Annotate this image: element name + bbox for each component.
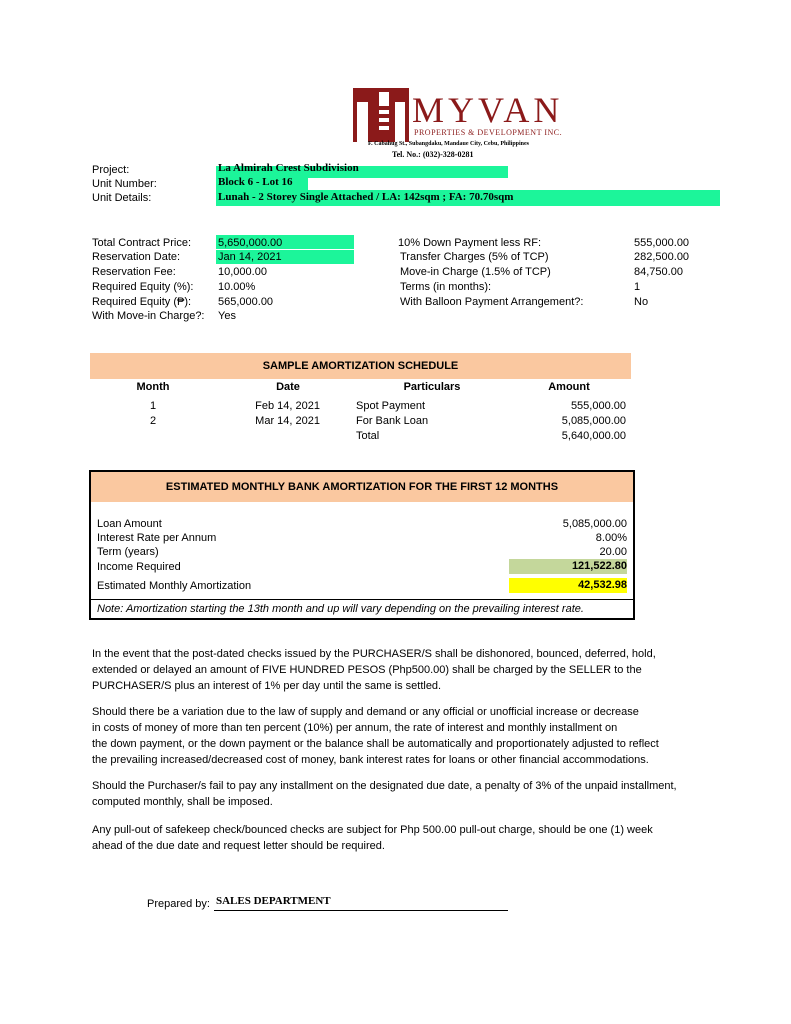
fin-value: Jan 14, 2021	[218, 251, 282, 263]
income-required-value: 121,522.80	[509, 559, 627, 574]
bank-value: 20.00	[599, 546, 627, 558]
fin-value: 282,500.00	[634, 251, 690, 263]
bank-amortization-box	[89, 470, 635, 620]
project-label: Project:	[92, 164, 130, 176]
paragraph-line: in costs of money of more than ten percent (10%) per annum, the rate of interest and monthly installment on	[92, 722, 618, 734]
bank-title: ESTIMATED MONTHLY BANK AMORTIZATION FOR THE FIRST 12 MONTHS	[91, 472, 633, 502]
fin-label: Required Equity (₱):	[92, 296, 192, 308]
row-month: 2	[149, 415, 157, 427]
fin-value: No	[634, 296, 649, 308]
paragraph-cost-variation	[92, 704, 732, 768]
row-particulars: For Bank Loan	[356, 415, 429, 427]
unit-details-value: Lunah - 2 Storey Single Attached / LA: 142sqm ; FA: 70.70sqm	[218, 191, 514, 203]
company-name: MYVAN	[412, 90, 564, 130]
schedule-header-amount: Amount	[548, 381, 590, 393]
schedule-total-value: 5,640,000.00	[561, 430, 626, 442]
bank-label: Estimated Monthly Amortization	[97, 580, 252, 592]
schedule-total-label: Total	[356, 430, 380, 442]
project-value: La Almirah Crest Subdivision	[218, 162, 359, 174]
fin-value: 10,000.00	[218, 266, 267, 278]
company-tel: Tel. No.: (032)-328-0281	[392, 150, 474, 159]
schedule-header-date: Date	[276, 381, 300, 393]
fin-label: Transfer Charges (5% of TCP)	[400, 251, 549, 263]
paragraph-line: Any pull-out of safekeep check/bounced checks are subject for Php 500.00 pull-out charge, should be one (1) week	[92, 824, 653, 836]
company-subtitle: PROPERTIES & DEVELOPMENT INC.	[414, 128, 563, 137]
fin-label: 10% Down Payment less RF:	[398, 237, 542, 249]
fin-value: 5,650,000.00	[218, 237, 283, 249]
prepared-value: SALES DEPARTMENT	[216, 895, 331, 907]
paragraph-line: extended or delayed an amount of FIVE HUNDRED PESOS (Php500.00) shall be charged by the SELLER to the	[92, 664, 642, 676]
schedule-title: SAMPLE AMORTIZATION SCHEDULE	[90, 353, 631, 379]
unit-number-label: Unit Number:	[92, 178, 157, 190]
paragraph-line: ahead of the due date and request letter should be required.	[92, 840, 385, 852]
fin-value: 84,750.00	[634, 266, 683, 278]
paragraph-line: Should the Purchaser/s fail to pay any installment on the designated due date, a penalty of 3% of the unpaid installment,	[92, 780, 677, 792]
paragraph-line: PURCHASER/S plus an interest of 1% per day until the same is settled.	[92, 680, 442, 692]
row-amount: 555,000.00	[570, 400, 626, 412]
paragraph-pullout	[92, 822, 732, 854]
monthly-amortization-value: 42,532.98	[509, 578, 627, 593]
fin-label: Terms (in months):	[400, 281, 492, 293]
unit-details-label: Unit Details:	[92, 192, 152, 204]
prepared-label: Prepared by:	[147, 898, 210, 910]
fin-value: 1	[634, 281, 641, 293]
bank-label: Loan Amount	[97, 518, 162, 530]
unit-number-value: Block 6 - Lot 16	[218, 176, 293, 188]
fin-label: Move-in Charge (1.5% of TCP)	[400, 266, 551, 278]
fin-value: Yes	[218, 310, 236, 322]
company-address: F. Cabahug St., Subangdaku, Mandaue City, Cebu, Philippines	[368, 141, 530, 147]
bank-label: Income Required	[97, 561, 181, 573]
fin-value: 555,000.00	[634, 237, 690, 249]
fin-value: 565,000.00	[218, 296, 274, 308]
fin-value: 10.00%	[218, 281, 256, 293]
signature-line	[214, 910, 508, 911]
paragraph-line: the prevailing increased/decreased cost of money, bank interest rates for loans or other financial accommodations.	[92, 754, 649, 766]
row-month: 1	[149, 400, 157, 412]
paragraph-penalty	[92, 778, 732, 810]
paragraph-line: In the event that the post-dated checks issued by the PURCHASER/S shall be dishonored, bounced, deferred, hold,	[92, 648, 656, 660]
paragraph-line: the down payment, or the down payment or the balance shall be automatically and proportionately adjusted to reflect	[92, 738, 659, 750]
bank-label: Interest Rate per Annum	[97, 532, 217, 544]
row-particulars: Spot Payment	[356, 400, 426, 412]
logo-mark-icon	[353, 88, 409, 144]
row-amount: 5,085,000.00	[561, 415, 626, 427]
bank-value: 8.00%	[595, 532, 627, 544]
fin-label: Reservation Date:	[92, 251, 181, 263]
fin-label: Total Contract Price:	[92, 237, 192, 249]
fin-label: With Move-in Charge?:	[92, 310, 205, 322]
fin-label: Reservation Fee:	[92, 266, 176, 278]
bank-value: 5,085,000.00	[562, 518, 627, 530]
divider	[91, 599, 633, 600]
schedule-header-particulars: Particulars	[403, 381, 461, 393]
bank-note: Note: Amortization starting the 13th month and up will vary depending on the prevailing interest rate.	[97, 603, 584, 615]
paragraph-line: computed monthly, shall be imposed.	[92, 796, 273, 808]
fin-label: With Balloon Payment Arrangement?:	[400, 296, 584, 308]
schedule-header-month: Month	[136, 381, 170, 393]
row-date: Mar 14, 2021	[255, 415, 320, 427]
paragraph-line: Should there be a variation due to the law of supply and demand or any official or unofficial increase or decrease	[92, 706, 639, 718]
bank-label: Term (years)	[97, 546, 159, 558]
fin-label: Required Equity (%):	[92, 281, 194, 293]
paragraph-dishonored-checks	[92, 646, 732, 694]
row-date: Feb 14, 2021	[255, 400, 320, 412]
